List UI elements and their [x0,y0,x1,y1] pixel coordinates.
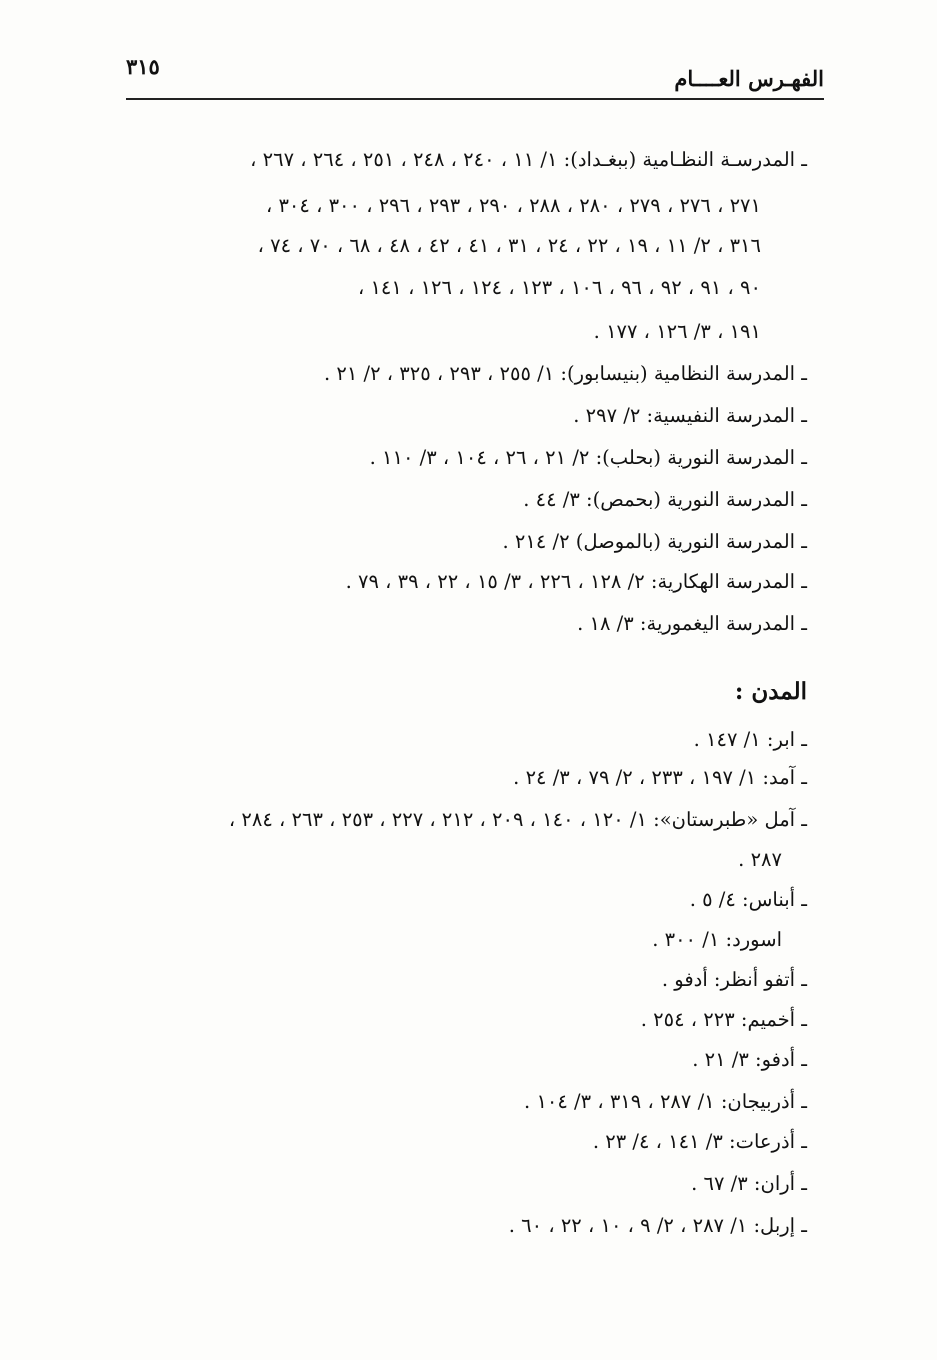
index-entry: ـ إربل: ١/ ٢٨٧ ، ٢/ ٩ ، ١٠ ، ٢٢ ، ٦٠ . [508,1214,807,1237]
page-header [126,52,824,100]
index-entry: ـ أبناس: ٤/ ٥ . [689,888,807,911]
index-entry-continuation: ٢٨٧ . [738,848,782,871]
index-entry-continuation: ٩٠ ، ٩١ ، ٩٢ ، ٩٦ ، ١٠٦ ، ١٢٣ ، ١٢٤ ، ١٢٦ ، ١٤١ ، [357,276,761,299]
index-entry-continuation: ٣١٦ ، ٢/ ١١ ، ١٩ ، ٢٢ ، ٢٤ ، ٣١ ، ٤١ ، ٤٢ ، ٤٨ ، ٦٨ ، ٧٠ ، ٧٤ ، [257,234,761,257]
index-entry: ـ المدرسة النورية (بالموصل) ٢/ ٢١٤ . [502,530,807,553]
index-entry-continuation: ٢٧١ ، ٢٧٦ ، ٢٧٩ ، ٢٨٠ ، ٢٨٨ ، ٢٩٠ ، ٢٩٣ ، ٢٩٦ ، ٣٠٠ ، ٣٠٤ ، [265,194,761,217]
page-number: ٣١٥ [126,54,160,79]
index-entry: ـ المدرسـة النظـامية (ببغـداد): ١/ ١١ ، ٢٤٠ ، ٢٤٨ ، ٢٥١ ، ٢٦٤ ، ٢٦٧ ، [250,148,807,171]
index-entry: اسورد: ١/ ٣٠٠ . [652,928,782,951]
index-entry: ـ أران: ٣/ ٦٧ . [691,1172,807,1195]
index-entry: ـ أخميم: ٢٢٣ ، ٢٥٤ . [640,1008,807,1031]
running-title: الفهـرس العــــام [674,66,824,91]
index-entry: ـ المدرسة النورية (بحلب): ٢/ ٢١ ، ٢٦ ، ١٠٤ ، ٣/ ١١٠ . [369,446,807,469]
index-entry: ـ أدفو: ٣/ ٢١ . [692,1048,807,1071]
index-entry: ـ أتفو أنظر: أدفو . [661,968,807,991]
index-entry: ـ أذربيجان: ١/ ٢٨٧ ، ٣١٩ ، ٣/ ١٠٤ . [524,1090,807,1113]
index-entry: ـ المدرسة النفيسية: ٢/ ٢٩٧ . [573,404,807,427]
index-entry: ـ أذرعات: ٣/ ١٤١ ، ٤/ ٢٣ . [592,1130,807,1153]
index-entry: ـ المدرسة النظامية (بنيسابور): ١/ ٢٥٥ ، ٢٩٣ ، ٣٢٥ ، ٢/ ٢١ . [323,362,807,385]
index-entry: ـ ابر: ١/ ١٤٧ . [693,728,807,751]
index-entry: ـ المدرسة النورية (بحمص): ٣/ ٤٤ . [523,488,807,511]
index-entry-continuation: ١٩١ ، ٣/ ١٢٦ ، ١٧٧ . [593,320,761,343]
section-heading: المدن : [734,678,807,705]
index-entry: ـ آمل «طبرستان»: ١/ ١٢٠ ، ١٤٠ ، ٢٠٩ ، ٢١٢ ، ٢٢٧ ، ٢٥٣ ، ٢٦٣ ، ٢٨٤ ، [228,808,807,831]
index-entry: ـ المدرسة اليغمورية: ٣/ ١٨ . [577,612,807,635]
index-entry: ـ المدرسة الهكارية: ٢/ ١٢٨ ، ٢٢٦ ، ٣/ ١٥ ، ٢٢ ، ٣٩ ، ٧٩ . [345,570,807,593]
index-entry: ـ آمد: ١/ ١٩٧ ، ٢٣٣ ، ٢/ ٧٩ ، ٣/ ٢٤ . [513,766,807,789]
